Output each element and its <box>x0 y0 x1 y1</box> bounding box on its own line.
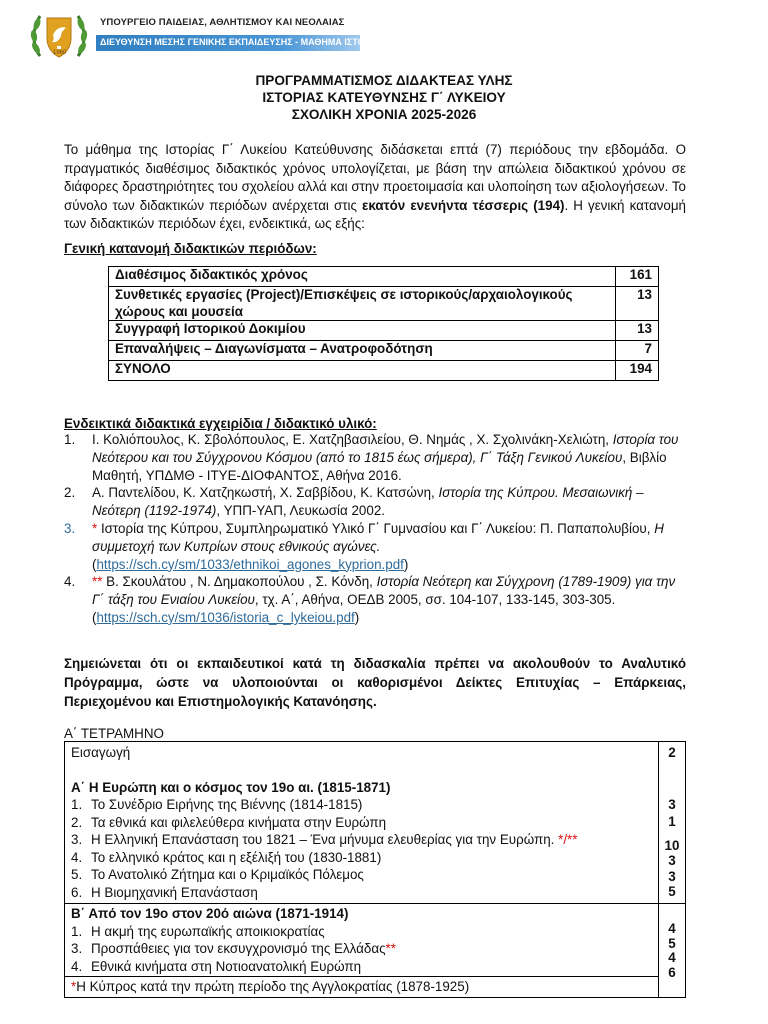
item-authors: Α. Παντελίδου, Κ. Χατζηκωστή, Χ. Σαββίδου, Κ. Κατσώνη, <box>92 485 439 501</box>
item-title: Ιστορία της Κύπρου. Μεσαιωνική – Νεότερη (1192-1974) <box>92 485 644 519</box>
table-row <box>109 341 659 361</box>
allocation-label: ΣΥΝΟΛΟ <box>109 361 616 381</box>
list-number: 4. <box>64 574 76 590</box>
term-values <box>659 904 686 998</box>
table-row <box>109 321 659 341</box>
materials-list <box>64 431 686 627</box>
document-title <box>0 72 768 123</box>
list-item: 3. * Ιστορία της Κύπρου, Συμπληρωματικό Υλικό Γ΄ Γυμνασίου και Γ΄ Λυκείου: Π. Παπαπολυβίου, Η συμμετοχή των Κυπρίων στους εθνικούς αγώνες. (https://sch.cy/sm/1033/ethnikoi_agones_kyprion.pdf) <box>64 520 664 572</box>
item-link[interactable]: https://sch.cy/sm/1036/istoria_c_lykeiou.pdf <box>96 609 355 625</box>
topic-text: Το Συνέδριο Ειρήνης της Βιέννης (1814-1815) <box>91 797 363 812</box>
item-title: Ιστορία Νεότερη και Σύγχρονη (1789-1909) για την Γ΄ τάξη του Ενιαίου Λυκείου <box>92 574 676 608</box>
list-item: 1. Το Συνέδριο Ειρήνης της Βιέννης (1814-1815) <box>71 797 363 812</box>
intro-label: Εισαγωγή <box>71 745 131 760</box>
curriculum-note: Σημειώνεται ότι οι εκπαιδευτικοί κατά τη διδασκαλία πρέπει να ακολουθούν το Αναλυτικό Πρόγραμμα, ώστε να υλοποιούνται οι καθορισμένοι Δείκτες Επιτυχίας – Επάρκειας, Περιεχομένου και Επιστημολογικής Κατανόησης. <box>64 656 686 709</box>
period-count: 5 <box>668 935 676 951</box>
intro-text-before: Το μάθημα της Ιστορίας Γ΄ Λυκείου Κατεύθυνσης διδάσκεται επτά (7) περιόδους την εβδομάδα. Ο πραγματικός διαθέσιμος διδακτικός χρόνος υπολογίζεται, με βάση την απώλεια διδακτικού χρόνου σε διάφορες δραστηριότητες του σχολείου αλλά και στην προετοιμασία και υλοποίηση των αξιολογήσεων. Το σύνολο των διδακτικών περιόδων ανέρχεται στις <box>64 142 686 213</box>
item-link[interactable]: https://sch.cy/sm/1033/ethnikoi_agones_kyprion.pdf <box>96 556 404 572</box>
allocation-table <box>108 266 659 381</box>
list-item: 4. Το ελληνικό κράτος και η εξέλιξή του (1830-1881) <box>71 849 382 865</box>
item-text: Β. Σκουλάτου , Ν. Δημακοπούλου , Σ. Κόνδη, <box>102 574 377 590</box>
term-heading: Α΄ ΤΕΤΡΑΜΗΝΟ <box>64 726 164 741</box>
list-item: 4. ** Β. Σκουλάτου , Ν. Δημακοπούλου , Σ. Κόνδη, Ιστορία Νεότερη και Σύγχρονη (1789-1909) για την Γ΄ τάξη του Ενιαίου Λυκείου, τχ. Α΄, Αθήνα, ΟΕΔΒ 2005, σσ. 104-107, 133-145, 303-305. (https://sch.cy/sm/1036/istoria_c_lykeiou.pdf) <box>64 574 676 625</box>
topic-text: Η ακμή της ευρωπαϊκής αποικιοκρατίας <box>91 923 325 939</box>
term-table <box>64 741 686 998</box>
period-count: 1 <box>668 814 676 829</box>
allocation-label: Συνθετικές εργασίες (Project)/Επισκέψεις σε ιστορικούς/αρχαιολογικούς χώρους και μουσεία <box>109 287 616 321</box>
allocation-value: 7 <box>616 341 659 361</box>
allocation-label: Επαναλήψεις – Διαγωνίσματα – Ανατροφοδότηση <box>109 341 616 361</box>
section2-title: Β΄ Από τον 19ο στον 20ό αιώνα (1871-1914) <box>71 906 349 921</box>
asterisk-mark: */** <box>558 832 578 847</box>
term-values <box>659 742 686 904</box>
asterisk-mark: ** <box>92 574 103 590</box>
topic-text: Τα εθνικά και φιλελεύθερα κινήματα στην Ευρώπη <box>91 814 387 830</box>
list-item: 3. Η Ελληνική Επανάσταση του 1821 – Ένα μήνυμα ελευθερίας για την Ευρώπη. */** <box>71 832 578 847</box>
intro-paragraph <box>64 141 686 234</box>
period-count: 10 <box>664 837 680 853</box>
item-details: , ΥΠΠ-ΥΑΠ, Λευκωσία 2002. <box>216 503 385 519</box>
list-item <box>64 431 686 484</box>
topic-text: Το Ανατολικό Ζήτημα και ο Κριμαϊκός Πόλεμος <box>91 867 364 882</box>
list-number: 3. <box>64 520 76 536</box>
section1-title: Α΄ Η Ευρώπη και ο κόσμος τον 19ο αι. (1815-1871) <box>71 779 391 795</box>
list-item: 2. Τα εθνικά και φιλελεύθερα κινήματα στην Ευρώπη <box>71 814 387 830</box>
department-band <box>96 35 386 51</box>
table-row <box>109 287 659 321</box>
allocation-value: 13 <box>616 287 659 321</box>
title-line-1: ΠΡΟΓΡΑΜΜΑΤΙΣΜΟΣ ΔΙΔΑΚΤΕΑΣ ΥΛΗΣ <box>255 73 513 88</box>
title-line-2: ΙΣΤΟΡΙΑΣ ΚΑΤΕΥΘΥΝΣΗΣ Γ΄ ΛΥΚΕΙΟΥ <box>262 90 506 105</box>
term-content <box>65 904 659 998</box>
term-content <box>65 742 659 904</box>
list-number: 2. <box>64 485 76 501</box>
allocation-value: 194 <box>616 361 659 381</box>
period-count: 6 <box>668 964 676 980</box>
period-count: 3 <box>668 853 676 868</box>
table-row <box>65 904 686 998</box>
topic-text: Το ελληνικό κράτος και η εξέλιξή του (1830-1881) <box>91 849 382 865</box>
topic-text: Προσπάθειες για τον εκσυγχρονισμό της Ελλάδας <box>91 941 386 956</box>
intro-bold-words: εκατόν ενενήντα τέσσερις <box>362 197 529 213</box>
department-name: ΔΙΕΥΘΥΝΣΗ ΜΕΣΗΣ ΓΕΝΙΚΗΣ ΕΚΠΑΙΔΕΥΣΗΣ - ΜΑΘΗΜΑ ΙΣΤΟΡΙΑΣ <box>100 37 386 47</box>
period-count: 3 <box>668 868 676 884</box>
item-authors: Ι. Κολιόπουλος, Κ. Σβολόπουλος, Ε. Χατζηβασιλείου, Θ. Νημάς , Χ. Σχολινάκη-Χελιώτη, <box>92 432 613 447</box>
asterisk-mark: * <box>92 520 98 536</box>
asterisk-mark: * <box>71 979 77 994</box>
list-item: 6. Η Βιομηχανική Επανάσταση <box>71 884 258 900</box>
intro-bold-number: (194) <box>533 197 565 213</box>
allocation-value: 13 <box>616 321 659 341</box>
list-item: 5. Το Ανατολικό Ζήτημα και ο Κριμαϊκός Πόλεμος <box>71 867 364 882</box>
cyprus-topic-row <box>65 976 658 996</box>
list-number: 1. <box>64 432 76 447</box>
allocation-label: Διαθέσιμος διδακτικός χρόνος <box>109 267 616 287</box>
item-title: Ιστορία του Νεότερου και του Σύγχρονου Κόσμου (από το 1815 έως σήμερα), Γ΄ Τάξη Γενικού Λυκείου <box>92 432 679 465</box>
materials-heading: Ενδεικτικά διδακτικά εγχειρίδια / διδακτικό υλικό: <box>64 416 377 431</box>
title-line-3: ΣΧΟΛΙΚΗ ΧΡΟΝΙΑ 2025-2026 <box>291 107 477 122</box>
topic-text: Εθνικά κινήματα στη Νοτιοανατολική Ευρώπη <box>91 958 362 974</box>
asterisk-mark: ** <box>385 941 396 956</box>
topic-text: Η Βιομηχανική Επανάσταση <box>91 884 258 900</box>
item-details: , Βιβλίο Μαθητή, ΥΠΔΜΘ - ΙΤΥΕ-ΔΙΟΦΑΝΤΟΣ, Αθήνα 2016. <box>92 449 667 483</box>
intro-text-after: . Η γενική κατανομή των διδακτικών περιόδων έχει, ενδεικτικά, ως εξής: <box>64 197 686 231</box>
topic-text: Η Κύπρος κατά την πρώτη περίοδο της Αγγλοκρατίας (1878-1925) <box>76 979 470 994</box>
allocation-heading: Γενική κατανομή διδακτικών περιόδων: <box>64 241 317 256</box>
period-count: 4 <box>668 950 676 965</box>
item-title: Η συμμετοχή των Κυπρίων στους εθνικούς αγώνες. <box>92 520 664 554</box>
item-details: , τχ. Α΄, Αθήνα, ΟΕΔΒ 2005, σσ. 104-107, 133-145, 303-305. <box>254 592 616 608</box>
table-row <box>109 267 659 287</box>
cyprus-emblem-icon <box>30 8 88 64</box>
list-item: 3. Προσπάθειες για τον εκσυγχρονισμό της Ελλάδας** <box>71 941 396 956</box>
svg-text:1960: 1960 <box>53 50 67 56</box>
list-item <box>64 484 686 520</box>
allocation-label: Συγγραφή Ιστορικού Δοκιμίου <box>109 321 616 341</box>
list-item: 4. Εθνικά κινήματα στη Νοτιοανατολική Ευρώπη <box>71 958 362 974</box>
table-row <box>109 361 659 381</box>
table-row <box>65 742 686 904</box>
ministry-name: ΥΠΟΥΡΓΕΙΟ ΠΑΙΔΕΙΑΣ, ΑΘΛΗΤΙΣΜΟΥ ΚΑΙ ΝΕΟΛΑΙΑΣ <box>100 17 345 28</box>
page-header <box>30 8 386 64</box>
item-text: Ιστορία της Κύπρου, Συμπληρωματικό Υλικό Γ΄ Γυμνασίου και Γ΄ Λυκείου: Π. Παπαπολυβίου, <box>97 520 655 536</box>
period-count: 2 <box>668 745 676 760</box>
topic-text: Η Ελληνική Επανάσταση του 1821 – Ένα μήνυμα ελευθερίας για την Ευρώπη. <box>91 832 559 847</box>
period-count: 4 <box>668 921 676 936</box>
period-count: 3 <box>668 796 676 812</box>
allocation-value: 161 <box>616 267 659 287</box>
list-item: 1. Η ακμή της ευρωπαϊκής αποικιοκρατίας <box>71 923 325 939</box>
period-count: 5 <box>668 884 676 899</box>
